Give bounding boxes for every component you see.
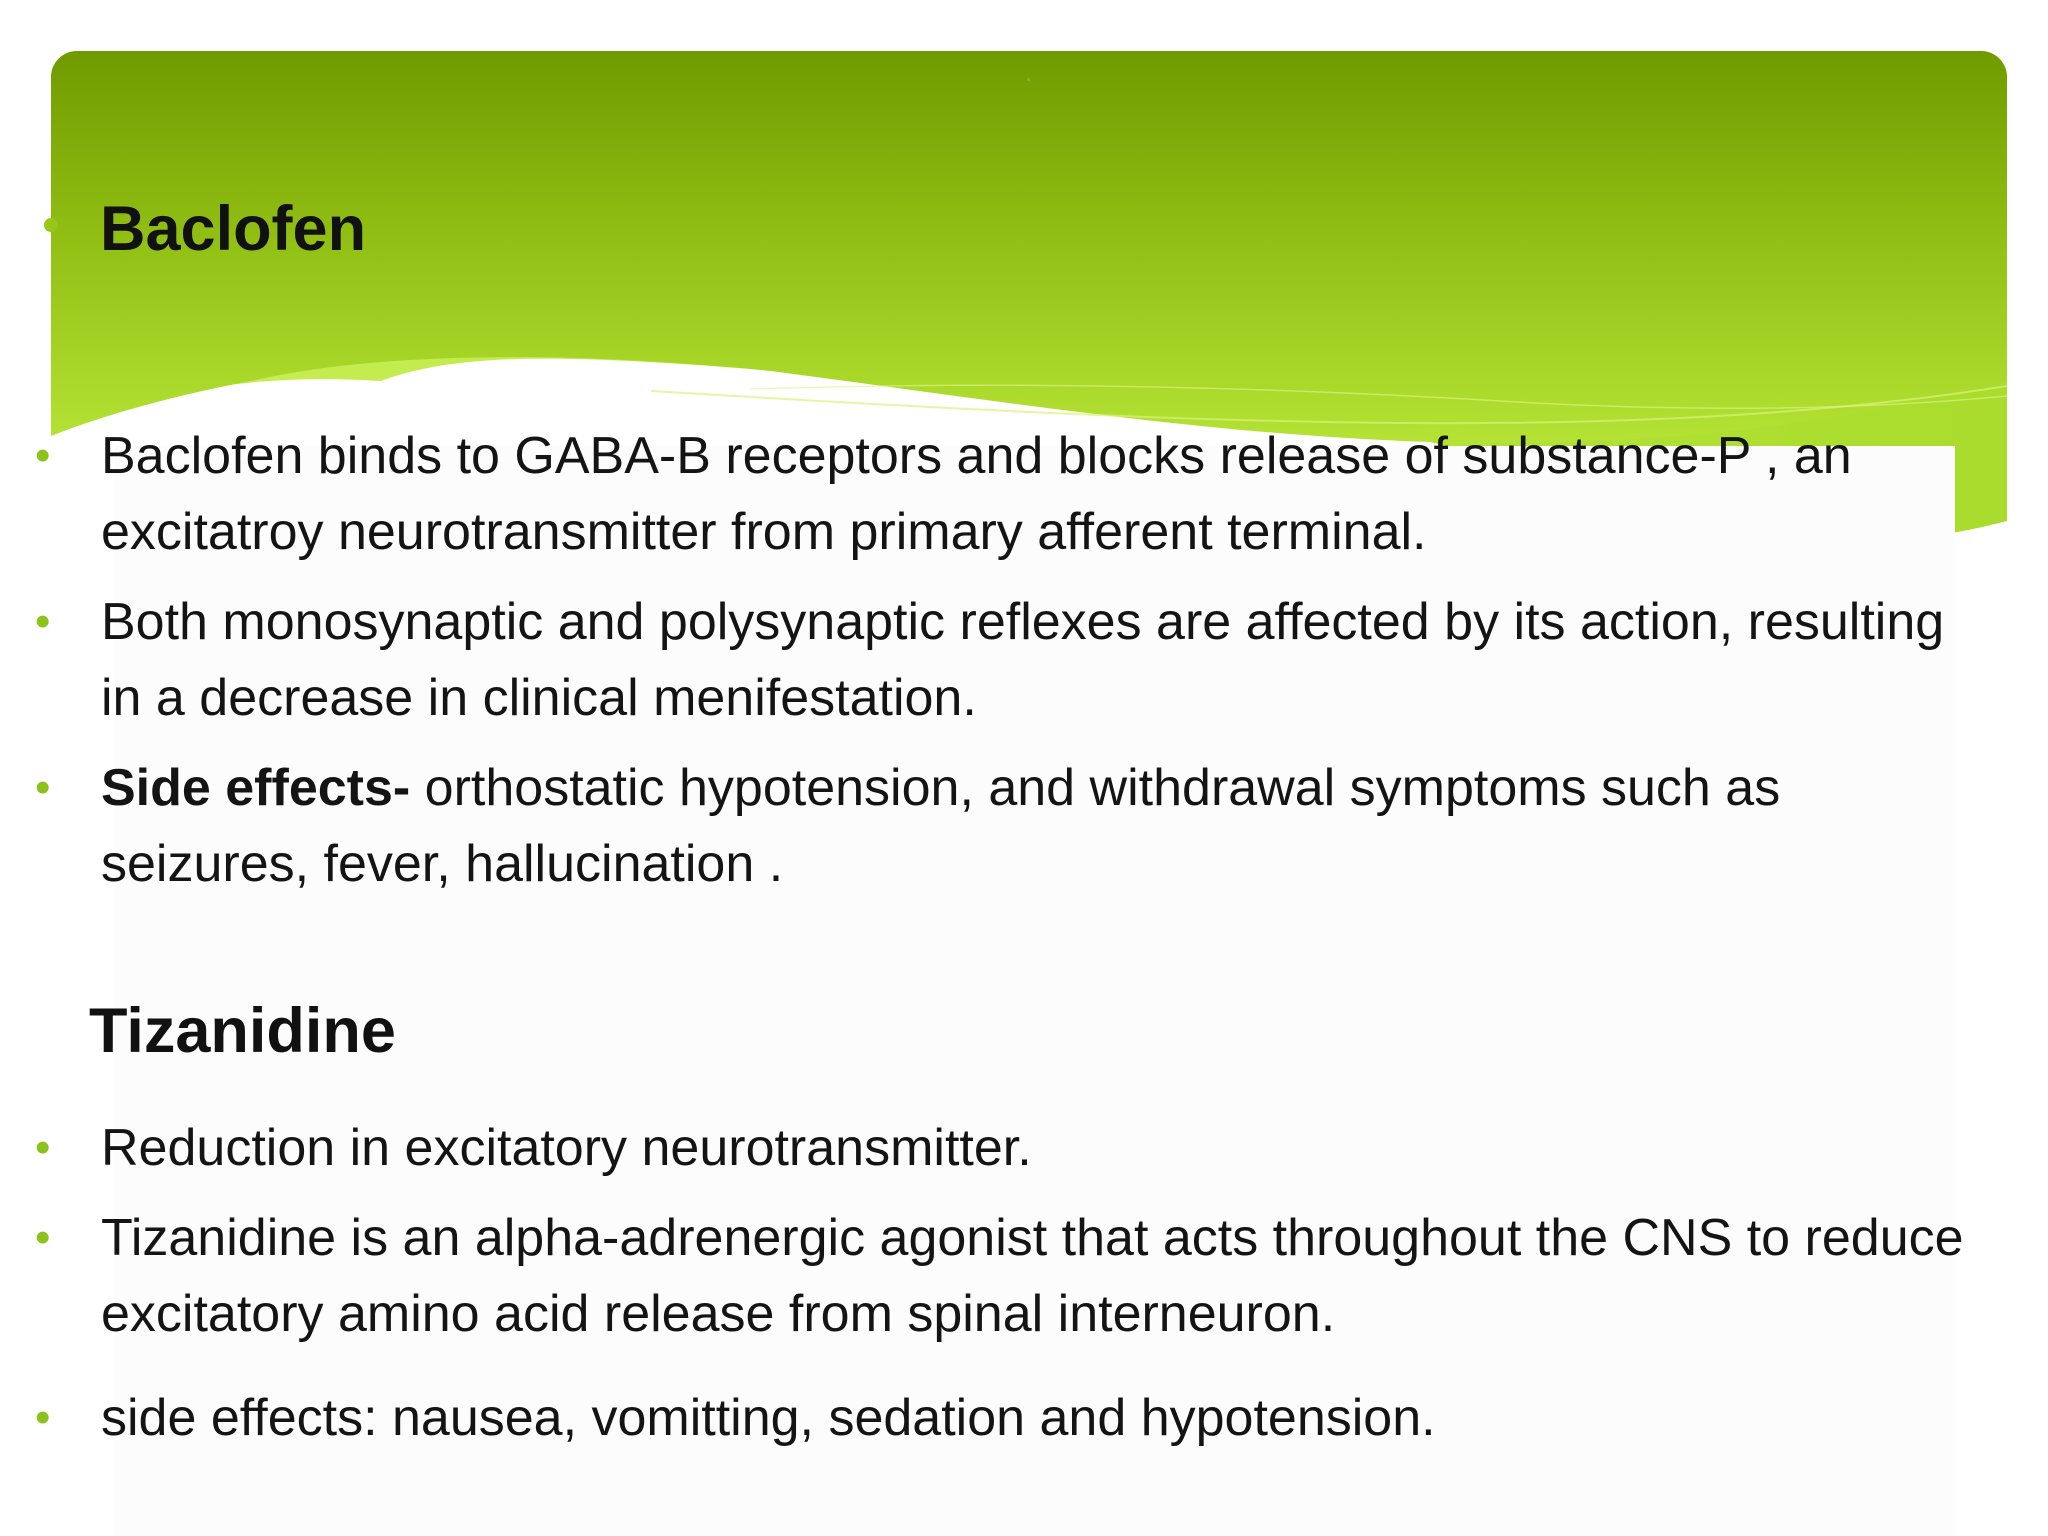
bullet-lead-side-effects: Side effects- [101, 759, 411, 817]
bullet-text: orthostatic hypotension, and withdrawal symptoms such as seizures, fever, hallucination . [101, 759, 1781, 893]
bullet-text: side effects: nausea, vomitting, sedation and hypotension. [101, 1389, 1436, 1447]
bullet-dot-icon: • [35, 597, 51, 646]
decorative-dot [1027, 78, 1030, 81]
bullet-dot-icon: • [35, 763, 51, 812]
heading-bullet-icon [44, 218, 58, 232]
bullet-text: Baclofen binds to GABA-B receptors and blocks release of substance-P , an excitatroy neurotransmitter from primary afferent terminal. [101, 427, 1852, 561]
bullet-item [35, 1110, 1971, 1186]
bullet-text: Tizanidine is an alpha-adrenergic agonist that acts throughout the CNS to reduce excitatory amino acid release from spinal interneuron. [101, 1209, 1964, 1343]
bullet-dot-icon: • [35, 1123, 51, 1172]
bullet-dot-icon: • [35, 431, 51, 480]
section-heading-tizanidine: Tizanidine [89, 996, 396, 1066]
bullet-text: Both monosynaptic and polysynaptic reflexes are affected by its action, resulting in a decrease in clinical menifestation. [101, 593, 1945, 727]
bullet-item [35, 1200, 1971, 1352]
bullet-dot-icon: • [35, 1213, 51, 1262]
section-heading-baclofen: Baclofen [100, 194, 367, 264]
bullet-item [35, 750, 1971, 902]
bullet-item [35, 1380, 1971, 1456]
bullet-text: Reduction in excitatory neurotransmitter. [101, 1119, 1032, 1177]
bullet-item [35, 584, 1971, 736]
bullet-dot-icon: • [35, 1393, 51, 1442]
bullet-item [35, 418, 1971, 570]
